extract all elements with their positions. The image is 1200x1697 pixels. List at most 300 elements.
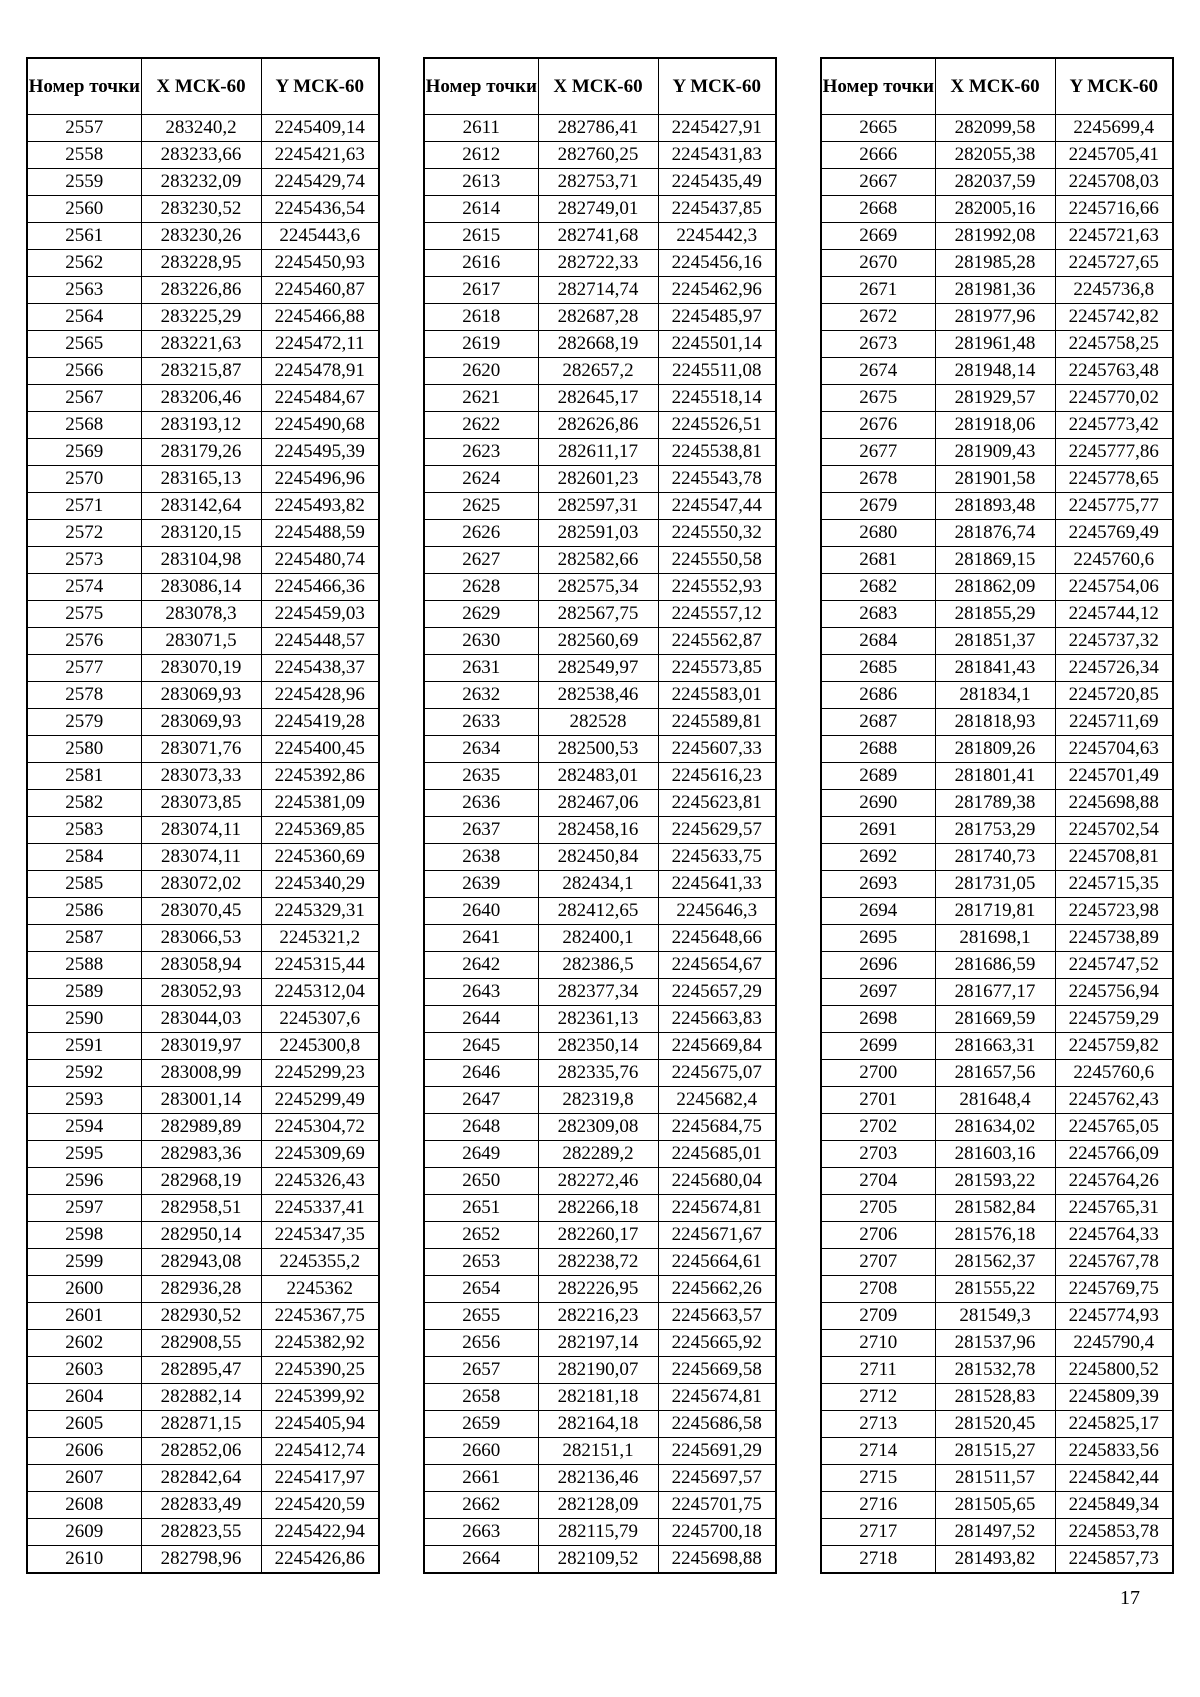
point-number-cell: 2700 <box>821 1060 935 1087</box>
table-row <box>27 574 379 601</box>
x-coordinate-cell: 282260,17 <box>538 1222 658 1249</box>
x-coordinate-cell: 283142,64 <box>141 493 261 520</box>
y-coordinate-cell: 2245550,58 <box>658 547 776 574</box>
table-row <box>821 628 1173 655</box>
table-row <box>424 331 776 358</box>
table-row <box>821 925 1173 952</box>
x-coordinate-cell: 282753,71 <box>538 169 658 196</box>
y-coordinate-cell: 2245589,81 <box>658 709 776 736</box>
point-number-cell: 2674 <box>821 358 935 385</box>
x-coordinate-cell: 282968,19 <box>141 1168 261 1195</box>
table-row <box>424 1276 776 1303</box>
y-coordinate-cell: 2245583,01 <box>658 682 776 709</box>
x-coordinate-cell: 283078,3 <box>141 601 261 628</box>
point-number-cell: 2572 <box>27 520 141 547</box>
x-coordinate-cell: 282136,46 <box>538 1465 658 1492</box>
table-row <box>27 1330 379 1357</box>
point-number-cell: 2576 <box>27 628 141 655</box>
point-number-cell: 2668 <box>821 196 935 223</box>
y-coordinate-cell: 2245765,05 <box>1055 1114 1173 1141</box>
y-coordinate-cell: 2245654,67 <box>658 952 776 979</box>
y-coordinate-cell: 2245691,29 <box>658 1438 776 1465</box>
point-number-cell: 2673 <box>821 331 935 358</box>
y-coordinate-cell: 2245552,93 <box>658 574 776 601</box>
point-number-cell: 2684 <box>821 628 935 655</box>
table-row <box>27 304 379 331</box>
y-coordinate-cell: 2245299,23 <box>261 1060 379 1087</box>
point-number-cell: 2597 <box>27 1195 141 1222</box>
y-coordinate-cell: 2245857,73 <box>1055 1546 1173 1574</box>
point-number-cell: 2636 <box>424 790 538 817</box>
point-number-cell: 2635 <box>424 763 538 790</box>
y-coordinate-cell: 2245422,94 <box>261 1519 379 1546</box>
point-number-cell: 2634 <box>424 736 538 763</box>
table-row <box>424 1357 776 1384</box>
table-row <box>821 1249 1173 1276</box>
table-row <box>821 1411 1173 1438</box>
table-row <box>27 385 379 412</box>
x-coordinate-cell: 281818,93 <box>935 709 1055 736</box>
x-coordinate-cell: 282266,18 <box>538 1195 658 1222</box>
point-number-cell: 2616 <box>424 250 538 277</box>
coordinates-table-3 <box>820 57 1174 1574</box>
table-row <box>27 142 379 169</box>
table-row <box>821 196 1173 223</box>
x-coordinate-cell: 281511,57 <box>935 1465 1055 1492</box>
x-coordinate-cell: 283070,45 <box>141 898 261 925</box>
table-row <box>27 1411 379 1438</box>
y-coordinate-cell: 2245485,97 <box>658 304 776 331</box>
y-coordinate-cell: 2245400,45 <box>261 736 379 763</box>
x-coordinate-cell: 281992,08 <box>935 223 1055 250</box>
x-coordinate-cell: 283221,63 <box>141 331 261 358</box>
y-coordinate-cell: 2245715,35 <box>1055 871 1173 898</box>
y-coordinate-cell: 2245708,81 <box>1055 844 1173 871</box>
x-coordinate-cell: 281985,28 <box>935 250 1055 277</box>
y-coordinate-cell: 2245538,81 <box>658 439 776 466</box>
x-coordinate-cell: 282500,53 <box>538 736 658 763</box>
point-number-cell: 2679 <box>821 493 935 520</box>
point-number-cell: 2628 <box>424 574 538 601</box>
point-number-cell: 2711 <box>821 1357 935 1384</box>
table-row <box>821 223 1173 250</box>
table-row <box>821 682 1173 709</box>
point-number-cell: 2622 <box>424 412 538 439</box>
x-coordinate-cell: 282434,1 <box>538 871 658 898</box>
point-number-cell: 2710 <box>821 1330 935 1357</box>
y-coordinate-cell: 2245727,65 <box>1055 250 1173 277</box>
y-coordinate-cell: 2245809,39 <box>1055 1384 1173 1411</box>
x-coordinate-cell: 283120,15 <box>141 520 261 547</box>
x-coordinate-cell: 282483,01 <box>538 763 658 790</box>
x-coordinate-cell: 282722,33 <box>538 250 658 277</box>
x-coordinate-cell: 282361,13 <box>538 1006 658 1033</box>
point-number-cell: 2678 <box>821 466 935 493</box>
point-number-cell: 2604 <box>27 1384 141 1411</box>
x-coordinate-cell: 282950,14 <box>141 1222 261 1249</box>
table-row <box>27 844 379 871</box>
y-coordinate-cell: 2245501,14 <box>658 331 776 358</box>
point-number-cell: 2593 <box>27 1087 141 1114</box>
x-coordinate-cell: 281719,81 <box>935 898 1055 925</box>
y-coordinate-cell: 2245472,11 <box>261 331 379 358</box>
x-coordinate-cell: 281731,05 <box>935 871 1055 898</box>
y-coordinate-cell: 2245409,14 <box>261 115 379 142</box>
table-row <box>424 1546 776 1574</box>
point-number-cell: 2641 <box>424 925 538 952</box>
point-number-cell: 2557 <box>27 115 141 142</box>
point-number-cell: 2621 <box>424 385 538 412</box>
x-coordinate-cell: 283071,5 <box>141 628 261 655</box>
point-number-cell: 2610 <box>27 1546 141 1574</box>
x-coordinate-cell: 282412,65 <box>538 898 658 925</box>
table-row <box>821 1546 1173 1574</box>
coordinates-table-1 <box>26 57 380 1574</box>
y-coordinate-cell: 2245562,87 <box>658 628 776 655</box>
table-row <box>424 1492 776 1519</box>
point-number-cell: 2661 <box>424 1465 538 1492</box>
table-row <box>821 898 1173 925</box>
y-coordinate-cell: 2245392,86 <box>261 763 379 790</box>
point-number-cell: 2667 <box>821 169 935 196</box>
point-number-cell: 2715 <box>821 1465 935 1492</box>
x-coordinate-cell: 282908,55 <box>141 1330 261 1357</box>
header-x: X МСК-60 <box>935 58 1055 115</box>
table-row <box>27 169 379 196</box>
table-row <box>821 1519 1173 1546</box>
x-coordinate-cell: 282309,08 <box>538 1114 658 1141</box>
point-number-cell: 2660 <box>424 1438 538 1465</box>
table-row <box>424 1330 776 1357</box>
x-coordinate-cell: 283232,09 <box>141 169 261 196</box>
header-y: Y МСК-60 <box>658 58 776 115</box>
y-coordinate-cell: 2245367,75 <box>261 1303 379 1330</box>
x-coordinate-cell: 283066,53 <box>141 925 261 952</box>
table-row <box>27 1060 379 1087</box>
x-coordinate-cell: 282319,8 <box>538 1087 658 1114</box>
y-coordinate-cell: 2245315,44 <box>261 952 379 979</box>
y-coordinate-cell: 2245326,43 <box>261 1168 379 1195</box>
y-coordinate-cell: 2245426,86 <box>261 1546 379 1574</box>
y-coordinate-cell: 2245648,66 <box>658 925 776 952</box>
table-row <box>27 412 379 439</box>
y-coordinate-cell: 2245669,58 <box>658 1357 776 1384</box>
point-number-cell: 2654 <box>424 1276 538 1303</box>
table-row <box>821 1168 1173 1195</box>
table-row <box>821 331 1173 358</box>
point-number-cell: 2564 <box>27 304 141 331</box>
y-coordinate-cell: 2245700,18 <box>658 1519 776 1546</box>
table-row <box>821 466 1173 493</box>
point-number-cell: 2655 <box>424 1303 538 1330</box>
x-coordinate-cell: 283073,85 <box>141 790 261 817</box>
y-coordinate-cell: 2245769,75 <box>1055 1276 1173 1303</box>
x-coordinate-cell: 282601,23 <box>538 466 658 493</box>
y-coordinate-cell: 2245762,43 <box>1055 1087 1173 1114</box>
table-row <box>27 1303 379 1330</box>
point-number-cell: 2681 <box>821 547 935 574</box>
x-coordinate-cell: 283074,11 <box>141 844 261 871</box>
point-number-cell: 2663 <box>424 1519 538 1546</box>
table-row <box>821 1492 1173 1519</box>
point-number-cell: 2585 <box>27 871 141 898</box>
y-coordinate-cell: 2245726,34 <box>1055 655 1173 682</box>
x-coordinate-cell: 282936,28 <box>141 1276 261 1303</box>
x-coordinate-cell: 281876,74 <box>935 520 1055 547</box>
point-number-cell: 2640 <box>424 898 538 925</box>
x-coordinate-cell: 281862,09 <box>935 574 1055 601</box>
y-coordinate-cell: 2245825,17 <box>1055 1411 1173 1438</box>
point-number-cell: 2567 <box>27 385 141 412</box>
x-coordinate-cell: 283193,12 <box>141 412 261 439</box>
y-coordinate-cell: 2245747,52 <box>1055 952 1173 979</box>
y-coordinate-cell: 2245721,63 <box>1055 223 1173 250</box>
table-row <box>821 817 1173 844</box>
table-row <box>424 817 776 844</box>
x-coordinate-cell: 281961,48 <box>935 331 1055 358</box>
y-coordinate-cell: 2245543,78 <box>658 466 776 493</box>
x-coordinate-cell: 282115,79 <box>538 1519 658 1546</box>
table-row <box>821 790 1173 817</box>
point-number-cell: 2586 <box>27 898 141 925</box>
x-coordinate-cell: 281593,22 <box>935 1168 1055 1195</box>
point-number-cell: 2619 <box>424 331 538 358</box>
point-number-cell: 2603 <box>27 1357 141 1384</box>
point-number-cell: 2648 <box>424 1114 538 1141</box>
x-coordinate-cell: 282335,76 <box>538 1060 658 1087</box>
x-coordinate-cell: 281648,4 <box>935 1087 1055 1114</box>
x-coordinate-cell: 281834,1 <box>935 682 1055 709</box>
x-coordinate-cell: 282798,96 <box>141 1546 261 1574</box>
point-number-cell: 2677 <box>821 439 935 466</box>
y-coordinate-cell: 2245680,04 <box>658 1168 776 1195</box>
point-number-cell: 2659 <box>424 1411 538 1438</box>
point-number-cell: 2627 <box>424 547 538 574</box>
y-coordinate-cell: 2245800,52 <box>1055 1357 1173 1384</box>
table-row <box>424 1087 776 1114</box>
y-coordinate-cell: 2245633,75 <box>658 844 776 871</box>
point-number-cell: 2574 <box>27 574 141 601</box>
x-coordinate-cell: 282989,89 <box>141 1114 261 1141</box>
x-coordinate-cell: 282983,36 <box>141 1141 261 1168</box>
table-row <box>821 493 1173 520</box>
point-number-cell: 2692 <box>821 844 935 871</box>
y-coordinate-cell: 2245381,09 <box>261 790 379 817</box>
y-coordinate-cell: 2245664,61 <box>658 1249 776 1276</box>
table-row <box>424 1519 776 1546</box>
y-coordinate-cell: 2245737,32 <box>1055 628 1173 655</box>
x-coordinate-cell: 283240,2 <box>141 115 261 142</box>
y-coordinate-cell: 2245382,92 <box>261 1330 379 1357</box>
point-number-cell: 2665 <box>821 115 935 142</box>
x-coordinate-cell: 283226,86 <box>141 277 261 304</box>
table-row <box>27 1492 379 1519</box>
table-row <box>424 439 776 466</box>
table-row <box>424 790 776 817</box>
table-row <box>821 1465 1173 1492</box>
y-coordinate-cell: 2245723,98 <box>1055 898 1173 925</box>
point-number-cell: 2595 <box>27 1141 141 1168</box>
point-number-cell: 2658 <box>424 1384 538 1411</box>
x-coordinate-cell: 281851,37 <box>935 628 1055 655</box>
table-row <box>424 979 776 1006</box>
table-row <box>424 169 776 196</box>
y-coordinate-cell: 2245427,91 <box>658 115 776 142</box>
table-row <box>424 1465 776 1492</box>
point-number-cell: 2707 <box>821 1249 935 1276</box>
y-coordinate-cell: 2245518,14 <box>658 385 776 412</box>
y-coordinate-cell: 2245744,12 <box>1055 601 1173 628</box>
table-row <box>821 763 1173 790</box>
y-coordinate-cell: 2245769,49 <box>1055 520 1173 547</box>
y-coordinate-cell: 2245629,57 <box>658 817 776 844</box>
x-coordinate-cell: 283179,26 <box>141 439 261 466</box>
point-number-cell: 2680 <box>821 520 935 547</box>
point-number-cell: 2670 <box>821 250 935 277</box>
y-coordinate-cell: 2245420,59 <box>261 1492 379 1519</box>
point-number-cell: 2620 <box>424 358 538 385</box>
y-coordinate-cell: 2245766,09 <box>1055 1141 1173 1168</box>
table-row <box>821 1330 1173 1357</box>
table-row <box>27 1222 379 1249</box>
table-row <box>424 1222 776 1249</box>
y-coordinate-cell: 2245304,72 <box>261 1114 379 1141</box>
point-number-cell: 2630 <box>424 628 538 655</box>
point-number-cell: 2699 <box>821 1033 935 1060</box>
y-coordinate-cell: 2245448,57 <box>261 628 379 655</box>
x-coordinate-cell: 282741,68 <box>538 223 658 250</box>
y-coordinate-cell: 2245778,65 <box>1055 466 1173 493</box>
point-number-cell: 2573 <box>27 547 141 574</box>
table-row <box>424 736 776 763</box>
point-number-cell: 2579 <box>27 709 141 736</box>
point-number-cell: 2708 <box>821 1276 935 1303</box>
table-row <box>424 115 776 142</box>
y-coordinate-cell: 2245526,51 <box>658 412 776 439</box>
point-number-cell: 2578 <box>27 682 141 709</box>
x-coordinate-cell: 282190,07 <box>538 1357 658 1384</box>
y-coordinate-cell: 2245756,94 <box>1055 979 1173 1006</box>
y-coordinate-cell: 2245671,67 <box>658 1222 776 1249</box>
x-coordinate-cell: 283230,26 <box>141 223 261 250</box>
y-coordinate-cell: 2245849,34 <box>1055 1492 1173 1519</box>
point-number-cell: 2614 <box>424 196 538 223</box>
table-row <box>821 655 1173 682</box>
x-coordinate-cell: 281948,14 <box>935 358 1055 385</box>
y-coordinate-cell: 2245705,41 <box>1055 142 1173 169</box>
x-coordinate-cell: 282714,74 <box>538 277 658 304</box>
table-row <box>821 250 1173 277</box>
y-coordinate-cell: 2245698,88 <box>658 1546 776 1574</box>
x-coordinate-cell: 281869,15 <box>935 547 1055 574</box>
point-number-cell: 2651 <box>424 1195 538 1222</box>
table-row <box>424 196 776 223</box>
x-coordinate-cell: 283044,03 <box>141 1006 261 1033</box>
point-number-cell: 2609 <box>27 1519 141 1546</box>
y-coordinate-cell: 2245665,92 <box>658 1330 776 1357</box>
x-coordinate-cell: 283206,46 <box>141 385 261 412</box>
table-row <box>27 277 379 304</box>
table-row <box>424 250 776 277</box>
y-coordinate-cell: 2245758,25 <box>1055 331 1173 358</box>
table-row <box>424 304 776 331</box>
table-row <box>424 466 776 493</box>
point-number-cell: 2645 <box>424 1033 538 1060</box>
y-coordinate-cell: 2245763,48 <box>1055 358 1173 385</box>
table-row <box>27 439 379 466</box>
table-row <box>821 1141 1173 1168</box>
x-coordinate-cell: 281576,18 <box>935 1222 1055 1249</box>
table-row <box>424 385 776 412</box>
point-number-cell: 2638 <box>424 844 538 871</box>
x-coordinate-cell: 283070,19 <box>141 655 261 682</box>
y-coordinate-cell: 2245466,88 <box>261 304 379 331</box>
y-coordinate-cell: 2245701,49 <box>1055 763 1173 790</box>
table-row <box>821 736 1173 763</box>
point-number-cell: 2611 <box>424 115 538 142</box>
x-coordinate-cell: 281893,48 <box>935 493 1055 520</box>
y-coordinate-cell: 2245711,69 <box>1055 709 1173 736</box>
y-coordinate-cell: 2245716,66 <box>1055 196 1173 223</box>
x-coordinate-cell: 282151,1 <box>538 1438 658 1465</box>
point-number-cell: 2664 <box>424 1546 538 1574</box>
x-coordinate-cell: 282467,06 <box>538 790 658 817</box>
x-coordinate-cell: 282109,52 <box>538 1546 658 1574</box>
point-number-cell: 2712 <box>821 1384 935 1411</box>
y-coordinate-cell: 2245775,77 <box>1055 493 1173 520</box>
table-row <box>424 547 776 574</box>
x-coordinate-cell: 282005,16 <box>935 196 1055 223</box>
y-coordinate-cell: 2245774,93 <box>1055 1303 1173 1330</box>
x-coordinate-cell: 282852,06 <box>141 1438 261 1465</box>
y-coordinate-cell: 2245754,06 <box>1055 574 1173 601</box>
x-coordinate-cell: 281740,73 <box>935 844 1055 871</box>
y-coordinate-cell: 2245496,96 <box>261 466 379 493</box>
point-number-cell: 2718 <box>821 1546 935 1574</box>
y-coordinate-cell: 2245663,83 <box>658 1006 776 1033</box>
point-number-cell: 2643 <box>424 979 538 1006</box>
table-row <box>424 520 776 547</box>
x-coordinate-cell: 281663,31 <box>935 1033 1055 1060</box>
x-coordinate-cell: 282450,84 <box>538 844 658 871</box>
point-number-cell: 2581 <box>27 763 141 790</box>
table-row <box>821 115 1173 142</box>
table-row <box>821 520 1173 547</box>
table-row <box>27 655 379 682</box>
point-number-cell: 2702 <box>821 1114 935 1141</box>
header-point-number: Номер точки <box>821 58 935 115</box>
y-coordinate-cell: 2245460,87 <box>261 277 379 304</box>
x-coordinate-cell: 281532,78 <box>935 1357 1055 1384</box>
x-coordinate-cell: 281929,57 <box>935 385 1055 412</box>
point-number-cell: 2568 <box>27 412 141 439</box>
y-coordinate-cell: 2245764,26 <box>1055 1168 1173 1195</box>
y-coordinate-cell: 2245662,26 <box>658 1276 776 1303</box>
table-row <box>27 466 379 493</box>
table-row <box>27 736 379 763</box>
x-coordinate-cell: 282575,34 <box>538 574 658 601</box>
table-row <box>424 1249 776 1276</box>
point-number-cell: 2653 <box>424 1249 538 1276</box>
point-number-cell: 2709 <box>821 1303 935 1330</box>
x-coordinate-cell: 282386,5 <box>538 952 658 979</box>
point-number-cell: 2672 <box>821 304 935 331</box>
point-number-cell: 2713 <box>821 1411 935 1438</box>
y-coordinate-cell: 2245616,23 <box>658 763 776 790</box>
y-coordinate-cell: 2245770,02 <box>1055 385 1173 412</box>
point-number-cell: 2706 <box>821 1222 935 1249</box>
point-number-cell: 2584 <box>27 844 141 871</box>
